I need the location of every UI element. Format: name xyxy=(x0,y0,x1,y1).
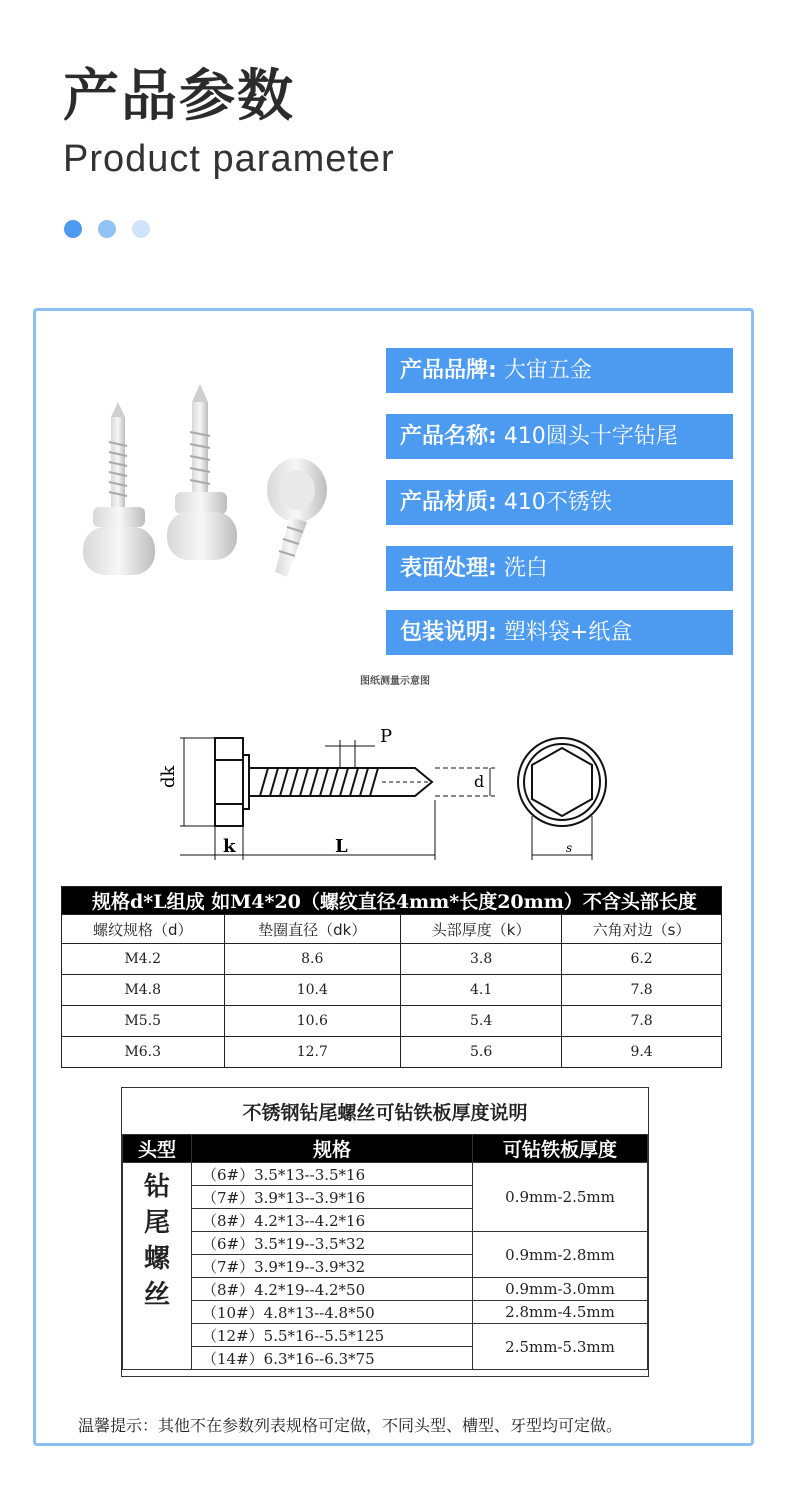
param-material xyxy=(386,480,733,525)
table-cell: 10.4 xyxy=(224,975,401,1006)
table-cell: 2.5mm-5.3mm xyxy=(473,1324,648,1370)
table-cell: 7.8 xyxy=(562,975,722,1006)
table-cell: 6.2 xyxy=(562,944,722,975)
param-label: 产品品牌: xyxy=(400,358,497,383)
table-cell: M6.3 xyxy=(62,1037,225,1068)
label-dk: dk xyxy=(158,765,179,788)
thickness-table-title: 不锈钢钻尾螺丝可钻铁板厚度说明 xyxy=(242,1102,528,1124)
param-value: 洗白 xyxy=(503,556,548,581)
label-k: k xyxy=(223,836,236,857)
label-L: L xyxy=(335,836,348,857)
table-cell: 0.9mm-2.5mm xyxy=(473,1163,648,1232)
param-label: 表面处理: xyxy=(400,556,497,581)
table-row xyxy=(123,1163,648,1186)
product-photo xyxy=(75,372,375,597)
table-cell: （7#）3.9*13--3.9*16 xyxy=(192,1186,473,1209)
diagram-caption: 图纸测量示意图 xyxy=(360,676,430,687)
table-cell: （8#）4.2*19--4.2*50 xyxy=(192,1278,473,1301)
table-row xyxy=(123,1301,648,1324)
param-value: 大宙五金 xyxy=(503,358,592,383)
head-type-text: 钻尾螺丝 xyxy=(143,1172,170,1310)
label-s: s xyxy=(566,841,573,855)
param-brand xyxy=(386,348,733,393)
dot-2 xyxy=(98,220,116,238)
table-row xyxy=(123,1324,648,1347)
table-row xyxy=(62,975,722,1006)
param-label: 包装说明: xyxy=(400,620,497,645)
param-name xyxy=(386,414,733,459)
page-title: 产品参数 xyxy=(63,64,295,129)
table-cell: 7.8 xyxy=(562,1006,722,1037)
decorative-dots xyxy=(64,220,150,238)
param-value: 塑料袋+纸盒 xyxy=(503,620,633,645)
table-cell: 5.6 xyxy=(401,1037,562,1068)
spec-header-dk: 垫圈直径（dk） xyxy=(224,915,401,944)
thickness-table xyxy=(122,1134,648,1370)
table-cell: 0.9mm-2.8mm xyxy=(473,1232,648,1278)
table-row xyxy=(123,1278,648,1301)
dot-3 xyxy=(132,220,150,238)
table-cell: 4.1 xyxy=(401,975,562,1006)
param-value: 410圆头十字钻尾 xyxy=(503,424,678,449)
spec-header-d: 螺纹规格（d） xyxy=(62,915,225,944)
label-d: d xyxy=(474,772,485,791)
thickness-table-box xyxy=(121,1087,649,1377)
table-cell: （6#）3.5*13--3.5*16 xyxy=(192,1163,473,1186)
dot-1 xyxy=(64,220,82,238)
param-surface xyxy=(386,546,733,591)
param-label: 产品名称: xyxy=(400,424,497,449)
table-cell: 9.4 xyxy=(562,1037,722,1068)
spec-header-s: 六角对边（s） xyxy=(562,915,722,944)
table-cell: M5.5 xyxy=(62,1006,225,1037)
table-row xyxy=(62,1006,722,1037)
spec-header-k: 头部厚度（k） xyxy=(401,915,562,944)
thickness-header-thickness: 可钻铁板厚度 xyxy=(473,1135,648,1163)
table-cell: （12#）5.5*16--5.5*125 xyxy=(192,1324,473,1347)
label-P: P xyxy=(380,726,393,747)
table-cell: 10.6 xyxy=(224,1006,401,1037)
table-cell: M4.8 xyxy=(62,975,225,1006)
table-row xyxy=(62,1037,722,1068)
table-cell: M4.2 xyxy=(62,944,225,975)
table-cell: （14#）6.3*16--6.3*75 xyxy=(192,1347,473,1370)
screw-diagram xyxy=(150,710,630,880)
table-row xyxy=(123,1232,648,1255)
table-cell: （10#）4.8*13--4.8*50 xyxy=(192,1301,473,1324)
table-cell: 0.9mm-3.0mm xyxy=(473,1278,648,1301)
table-cell: （7#）3.9*19--3.9*32 xyxy=(192,1255,473,1278)
table-cell: （6#）3.5*19--3.5*32 xyxy=(192,1232,473,1255)
table-cell: 5.4 xyxy=(401,1006,562,1037)
table-cell: 2.8mm-4.5mm xyxy=(473,1301,648,1324)
spec-table-title: 规格d*L组成 如M4*20（螺纹直径4mm*长度20mm）不含头部长度 xyxy=(62,887,722,915)
table-cell: 12.7 xyxy=(224,1037,401,1068)
table-cell: （8#）4.2*13--4.2*16 xyxy=(192,1209,473,1232)
spec-table xyxy=(61,886,722,1068)
head-type-cell xyxy=(123,1163,192,1370)
table-cell: 8.6 xyxy=(224,944,401,975)
param-packaging xyxy=(386,610,733,655)
thickness-header-spec: 规格 xyxy=(192,1135,473,1163)
page-subtitle: Product parameter xyxy=(63,138,395,180)
tip-text: 温馨提示：其他不在参数列表规格可定做，不同头型、槽型、牙型均可定做。 xyxy=(78,1416,623,1435)
param-value: 410不锈铁 xyxy=(503,490,612,515)
table-cell: 3.8 xyxy=(401,944,562,975)
param-label: 产品材质: xyxy=(400,490,497,515)
table-row xyxy=(62,944,722,975)
thickness-header-type: 头型 xyxy=(123,1135,192,1163)
